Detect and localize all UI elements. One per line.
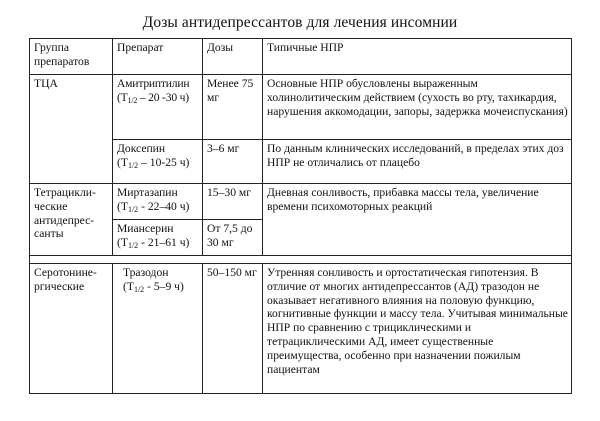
dose-cell: 3–6 мг: [203, 140, 263, 184]
table-row: [30, 75, 572, 140]
drug-half-life: ($T_{1/2} - 10-25$ ч): [117, 155, 190, 170]
header-dose: Дозы: [203, 39, 263, 75]
drug-half-life: ($T_{1/2} - 21-61$ ч): [117, 235, 190, 250]
header-drug: Препарат: [113, 39, 203, 75]
dose-cell: Менее 75 мг: [203, 75, 263, 140]
antidepressant-dose-table: [29, 38, 572, 394]
drug-cell: [113, 184, 203, 220]
dose-cell: 15–30 мг: [203, 184, 263, 220]
drug-cell: [113, 264, 203, 394]
group-cell: Тетрацикли-ческие антидепрес-санты: [30, 184, 113, 256]
drug-cell: [113, 140, 203, 184]
drug-name: Миансерин: [117, 222, 174, 235]
header-side-effects: Типичные НПР: [263, 39, 572, 75]
drug-half-life: ($T_{1/2} - 22-40$ ч): [117, 199, 190, 214]
table-row: [30, 264, 572, 394]
drug-name: Тразодон: [123, 266, 169, 279]
side-effects-cell: Утренняя сонливость и ортостатическая гипотензия. В отличие от многих антидепрессантов (АД) тразодон не оказывает негативного влияния на половую функцию, когнитивные функции и массу тела. Учитывая минимальные НПР по сравнению с трициклическими и тетрациклическими АД, имеет существенные преимущества, особенно при назначении пожилым пациентам: [263, 264, 572, 394]
table-header-row: [30, 39, 572, 75]
side-effects-cell: По данным клинических исследований, в пределах этих доз НПР не отличались от плацебо: [263, 140, 572, 184]
drug-cell: [113, 220, 203, 256]
dose-cell: 50–150 мг: [203, 264, 263, 394]
document-title: Дозы антидепрессантов для лечения инсомнии: [142, 14, 458, 31]
table-divider: [30, 256, 572, 264]
drug-name: Доксепин: [117, 142, 166, 155]
drug-name: Амитриптилин: [117, 77, 190, 90]
group-cell: ТЦА: [30, 75, 113, 184]
header-group: Группа препаратов: [30, 39, 113, 75]
group-cell: Серотонине-ргические: [30, 264, 113, 394]
drug-cell: [113, 75, 203, 140]
drug-half-life: ($T_{1/2} - 5-9$ ч): [123, 279, 184, 294]
drug-half-life: ($T_{1/2} - 20$ -30 ч): [117, 90, 189, 105]
drug-name: Миртазапин: [117, 186, 178, 199]
dose-cell: От 7,5 до 30 мг: [203, 220, 263, 256]
table-row: [30, 184, 572, 220]
side-effects-cell: Основные НПР обусловлены выраженным холинолитическим действием (сухость во рту, тахикардия, нарушения аккомодации, запоры, задержка мочеиспускания): [263, 75, 572, 140]
side-effects-cell: Дневная сонливость, прибавка массы тела, увеличение времени психомоторных реакций: [263, 184, 572, 256]
